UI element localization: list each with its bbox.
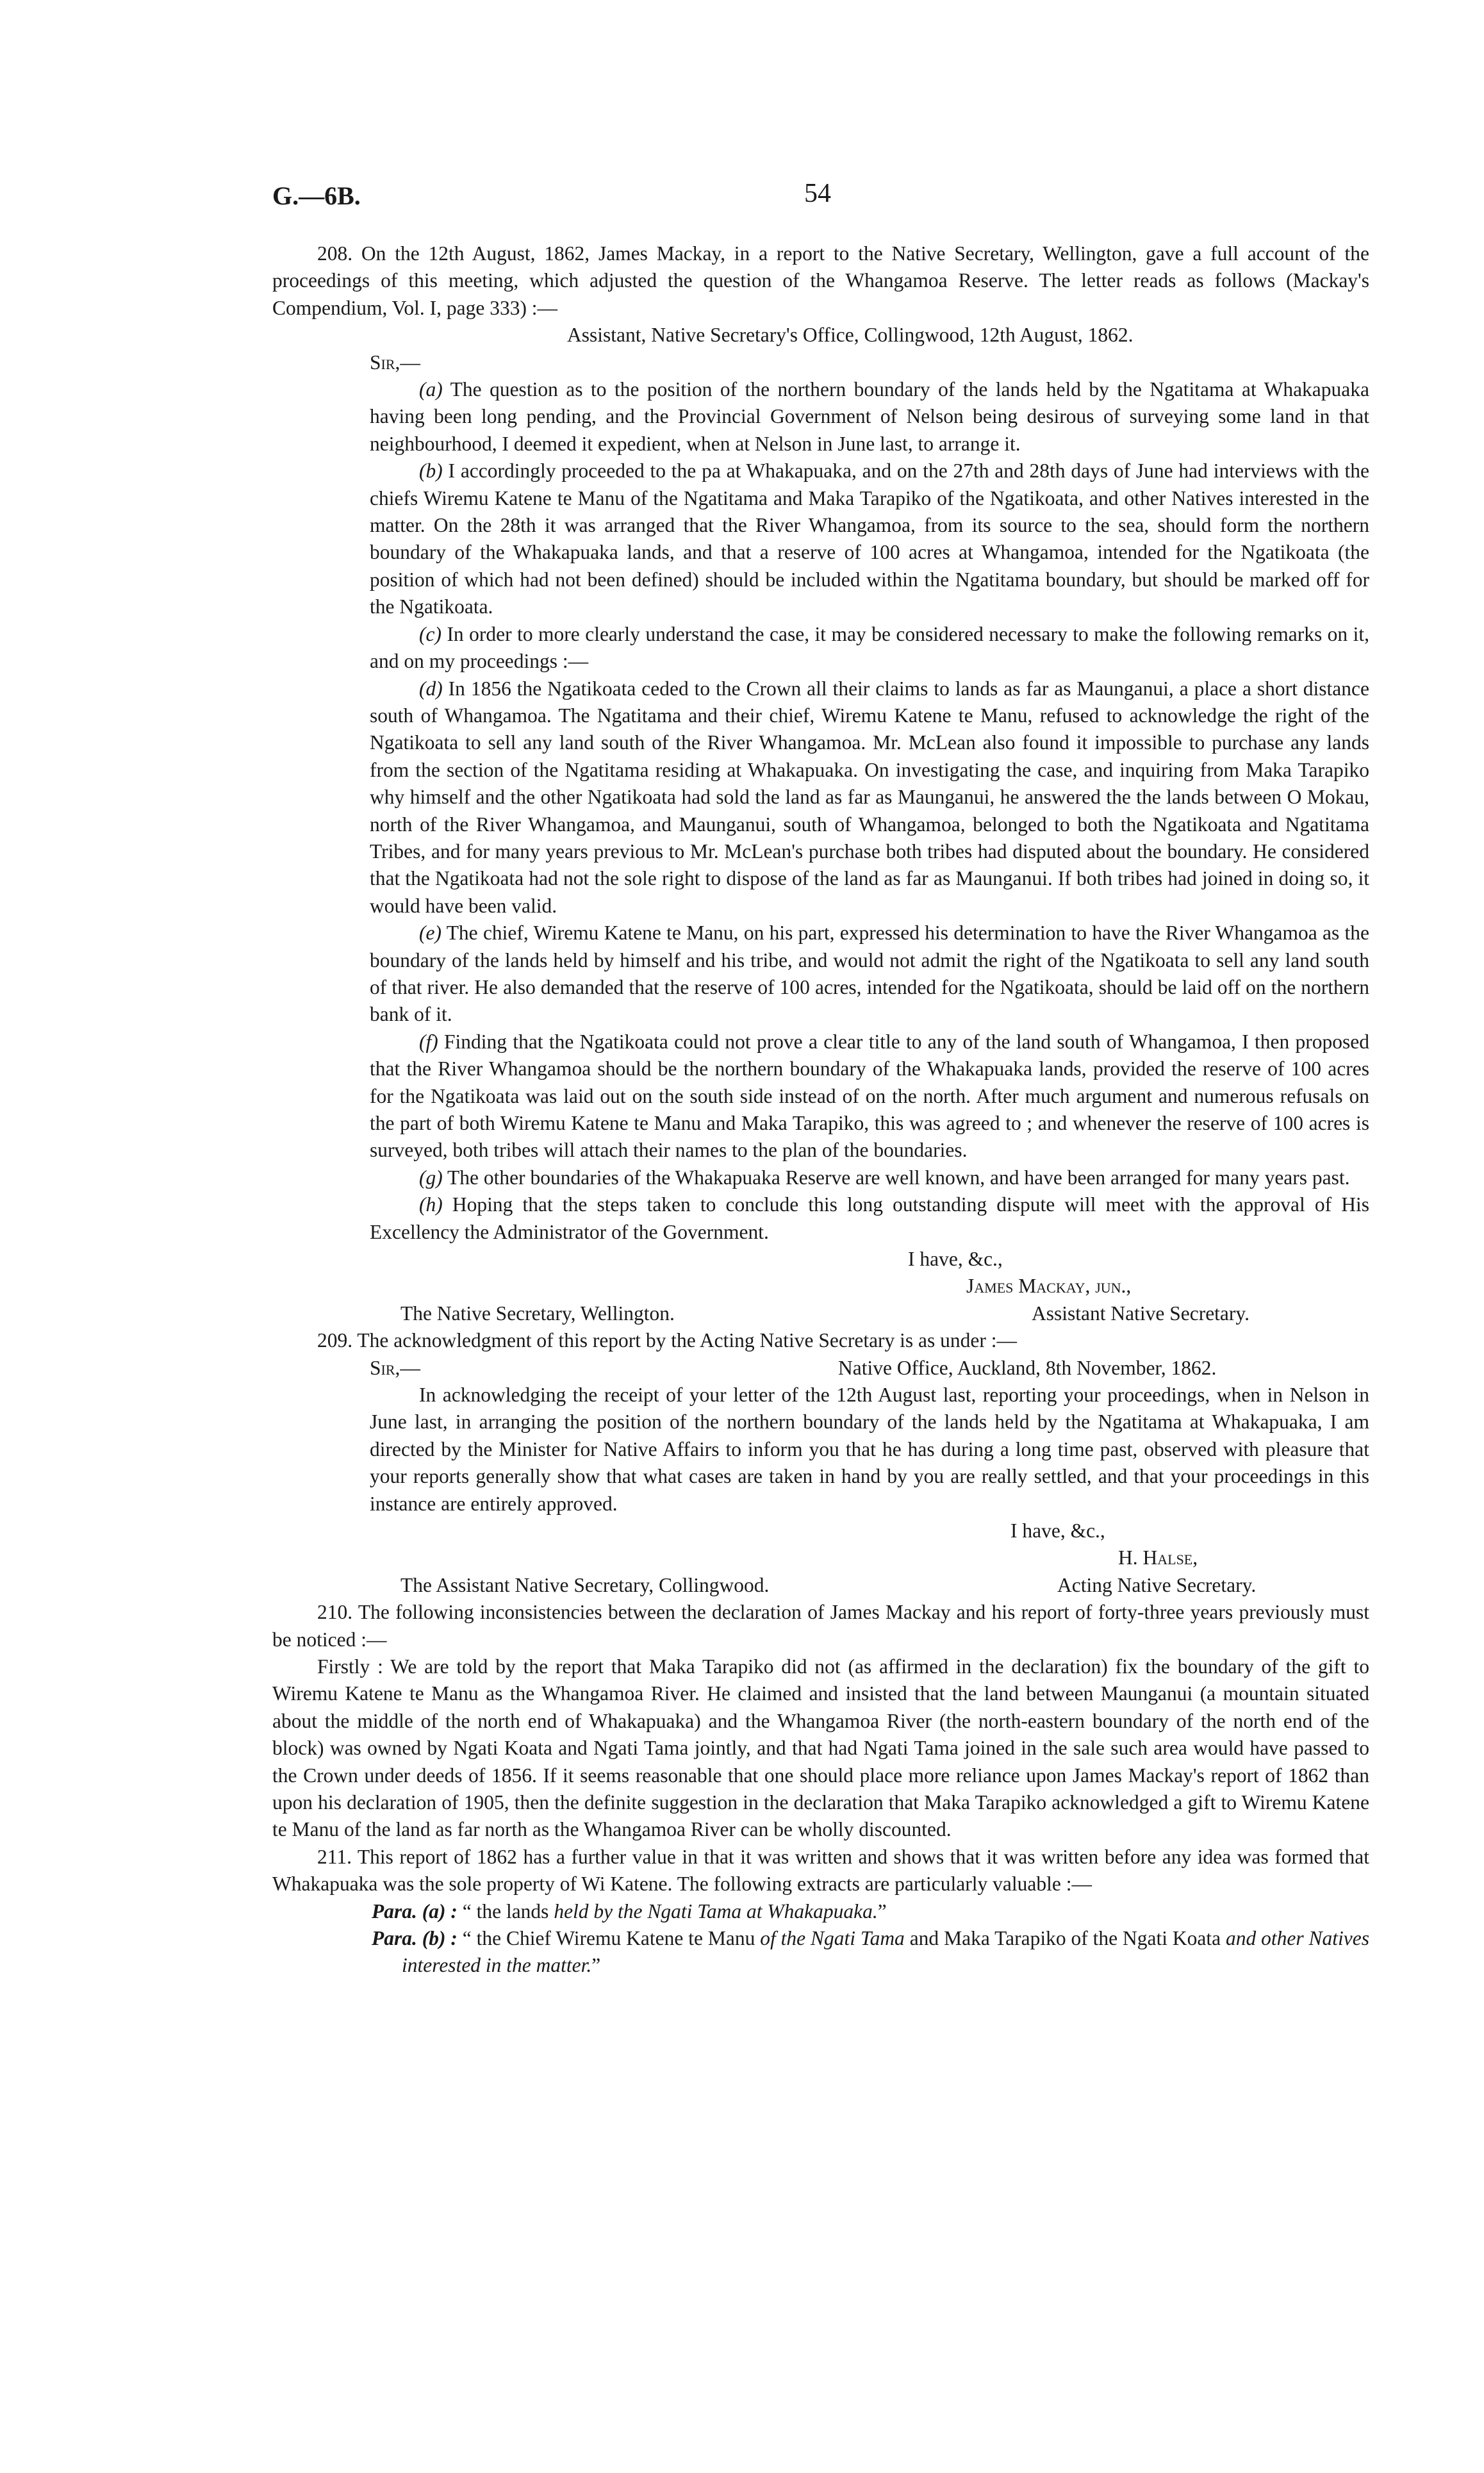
letter-para-g (370, 1164, 1369, 1191)
extract-label: Para. (a) : (372, 1899, 458, 1923)
letter-addressee: The Native Secretary, Wellington. (400, 1302, 675, 1325)
extract-text: and Maka Tarapiko of the Ngati Koata (909, 1927, 1221, 1950)
para-label: (h) (419, 1193, 443, 1216)
para-label: (g) (419, 1166, 443, 1189)
letter2-addressee: The Assistant Native Secretary, Collingwood. (400, 1573, 770, 1596)
para-label: (e) (419, 922, 441, 945)
extract-italic: of the Ngati Tama (760, 1927, 905, 1950)
letter-dateline: Assistant, Native Secretary's Office, Collingwood, 12th August, 1862. (567, 324, 1134, 347)
extract-italic: held by the Ngati Tama at Whakapuaka. (554, 1899, 878, 1923)
letter-signer-title: Assistant Native Secretary. (1032, 1302, 1249, 1325)
paragraph-208: 208. On the 12th August, 1862, James Mackay, in a report to the Native Secretary, Wellington, gave a full account of the proceedings of this meeting, which adjusted the question of the Whangamoa Reserve. The letter reads as follows (Mackay's Compendium, Vol. I, page 333) :— (272, 242, 1369, 319)
letter2-signer: H. Halse, (1118, 1546, 1198, 1569)
paragraph-210: 210. The following inconsistencies between the declaration of James Mackay and his report of forty-three years previously must be noticed :— (272, 1601, 1369, 1651)
letter-signer-row (0, 1273, 1484, 1300)
letter2-dateline: Native Office, Auckland, 8th November, 1862. (838, 1356, 1217, 1379)
para-label: (c) (419, 622, 441, 645)
extract-italic: and other Natives interested in the matter. (402, 1927, 1369, 1977)
extract-para-a (372, 1898, 1369, 1925)
letter2-closing-row (0, 1518, 1484, 1544)
page-body (0, 240, 1484, 1980)
extract-close-quote: ” (877, 1899, 887, 1923)
letter-signer: James Mackay, jun., (966, 1275, 1132, 1298)
letter-para-a (370, 376, 1369, 458)
letter-para-c (370, 621, 1369, 675)
letter-para-b (370, 458, 1369, 620)
letter2-signer-row (0, 1544, 1484, 1571)
para-label: (d) (419, 677, 443, 700)
letter2-closing: I have, &c., (1010, 1519, 1105, 1543)
para-label: (f) (419, 1030, 438, 1053)
extract-text: “ the Chief Wiremu Katene te Manu (462, 1927, 755, 1950)
extract-label: Para. (b) : (372, 1927, 458, 1950)
letter2-header-row (0, 1355, 1484, 1382)
letter2-body: In acknowledging the receipt of your letter of the 12th August last, reporting your proceedings, when in Nelson in June last, in arranging the position of the northern boundary of the lands held by the Ngatitama at Whakapuaka, I am directed by the Minister for Native Affairs to inform you that he has during a long time past, observed with pleasure that your reports generally show that what cases are taken in hand by you are really settled, and that your proceedings in this instance are entirely approved. (370, 1384, 1369, 1515)
para-text: The question as to the position of the northern boundary of the lands held by the Ngatitama at Whakapuaka having been long pending, and the Provincial Government of Nelson being desirous of surveying some land in that neighbourhood, I deemed it expedient, when at Nelson in June last, to arrange it. (370, 378, 1370, 455)
extract-para-b (372, 1925, 1369, 1980)
para-text: The chief, Wiremu Katene te Manu, on his part, expressed his determination to have the River Whangamoa as the boundary of the lands held by himself and his tribe, and would not admit the right of the Ngatikoata to sell any land south of that river. He also demanded that the reserve of 100 acres, intended for the Ngatikoata, should be laid off on the northern bank of it. (370, 922, 1369, 1026)
letter-para-f (370, 1029, 1369, 1164)
letter-para-e (370, 920, 1369, 1029)
paragraph-210-firstly: Firstly : We are told by the report that Maka Tarapiko did not (as affirmed in the declaration) fix the boundary of the gift to Wiremu Katene te Manu as the Whangamoa River. He claimed and insisted that the land between Maunganui (a mountain situated about the middle of the north end of Whakapuaka) and the Whangamoa River (the north-eastern boundary of the north end of the block) was owned by Ngati Koata and Ngati Tama jointly, and that had Ngati Tama joined in the sale such area would have passed to the Crown under deeds of 1856. If it seems reasonable that one should place more reliance upon James Mackay's report of 1862 than upon his declaration of 1905, then the definite suggestion in the declaration that Maka Tarapiko acknowledged a gift to Wiremu Katene te Manu of the land as far north as the Whangamoa River can be wholly discounted. (272, 1655, 1369, 1841)
document-code: G.—6B. (272, 181, 361, 210)
para-text: In 1856 the Ngatikoata ceded to the Crown all their claims to lands as far as Maunganui, a place a short distance south of Whangamoa. The Ngatitama and their chief, Wiremu Katene te Manu, refused to acknowledge the right of the Ngatikoata to sell any land south of the River Whangamoa. Mr. McLean also found it impossible to purchase any lands from the section of the Ngatitama residing at Whakapuaka. On investigating the case, and inquiring from Maka Tarapiko why himself and the other Ngatikoata had sold the land as far as Maunganui, he answered the the lands between O Mokau, north of the River Whangamoa, and Maunganui, south of Whangamoa, belonged to both the Ngatikoata and Ngatitama Tribes, and for many years previous to Mr. McLean's purchase both tribes had disputed about the boundary. He considered that the Ngatikoata had not the sole right to dispose of the land as far as Maunganui. If both tribes had joined in doing so, it would have been valid. (370, 677, 1370, 917)
paragraph-209: 209. The acknowledgment of this report by the Acting Native Secretary is as under :— (317, 1329, 1018, 1352)
letter-footer-row (0, 1300, 1484, 1327)
letter2-footer-row (0, 1572, 1484, 1599)
page-number: 54 (804, 179, 831, 208)
letter2-salutation: Sir,— (370, 1356, 420, 1379)
para-text: In order to more clearly understand the case, it may be considered necessary to make the following remarks on it, and on my proceedings :— (370, 622, 1370, 673)
para-text: The other boundaries of the Whakapuaka Reserve are well known, and have been arranged for many years past. (447, 1166, 1350, 1189)
letter-closing-row (0, 1246, 1484, 1273)
letter-para-d (370, 675, 1369, 920)
letter-salutation: Sir,— (370, 351, 420, 374)
para-text: Hoping that the steps taken to conclude this long outstanding dispute will meet with the approval of His Excellency the Administrator of the Government. (370, 1193, 1369, 1243)
letter2-signer-title: Acting Native Secretary. (1057, 1573, 1257, 1596)
para-label: (a) (419, 378, 443, 401)
para-text: Finding that the Ngatikoata could not prove a clear title to any of the land south of Whangamoa, I then proposed that the River Whangamoa should be the northern boundary of the Whakapuaka lands, provided the reserve of 100 acres for the Ngatikoata was laid out on the south side instead of on the north. After much argument and numerous refusals on the part of both Wiremu Katene te Manu and Maka Tarapiko, this was agreed to ; and whenever the reserve of 100 acres is surveyed, both tribes will attach their names to the plan of the boundaries. (370, 1030, 1370, 1162)
para-label: (b) (419, 459, 443, 483)
paragraph-211: 211. This report of 1862 has a further value in that it was written and shows that it was written before any idea was formed that Whakapuaka was the sole property of Wi Katene. The following extracts are particularly valuable :— (272, 1845, 1369, 1896)
extract-close-quote: ” (591, 1954, 601, 1977)
letter-closing: I have, &c., (908, 1248, 1003, 1271)
letter-para-h (370, 1191, 1369, 1246)
para-text: I accordingly proceeded to the pa at Whakapuaka, and on the 27th and 28th days of June had interviews with the chiefs Wiremu Katene te Manu of the Ngatitama and Maka Tarapiko of the Ngatikoata, and other Natives interested in the matter. On the 28th it was arranged that the River Whangamoa, from its source to the sea, should form the northern boundary of the Whakapuaka lands, and that a reserve of 100 acres at Whangamoa, intended for the Ngatikoata (the position of which had not been defined) should be included within the Ngatitama boundary, but should be marked off for the Ngatikoata. (370, 459, 1369, 618)
extract-text: “ the lands (462, 1899, 549, 1923)
